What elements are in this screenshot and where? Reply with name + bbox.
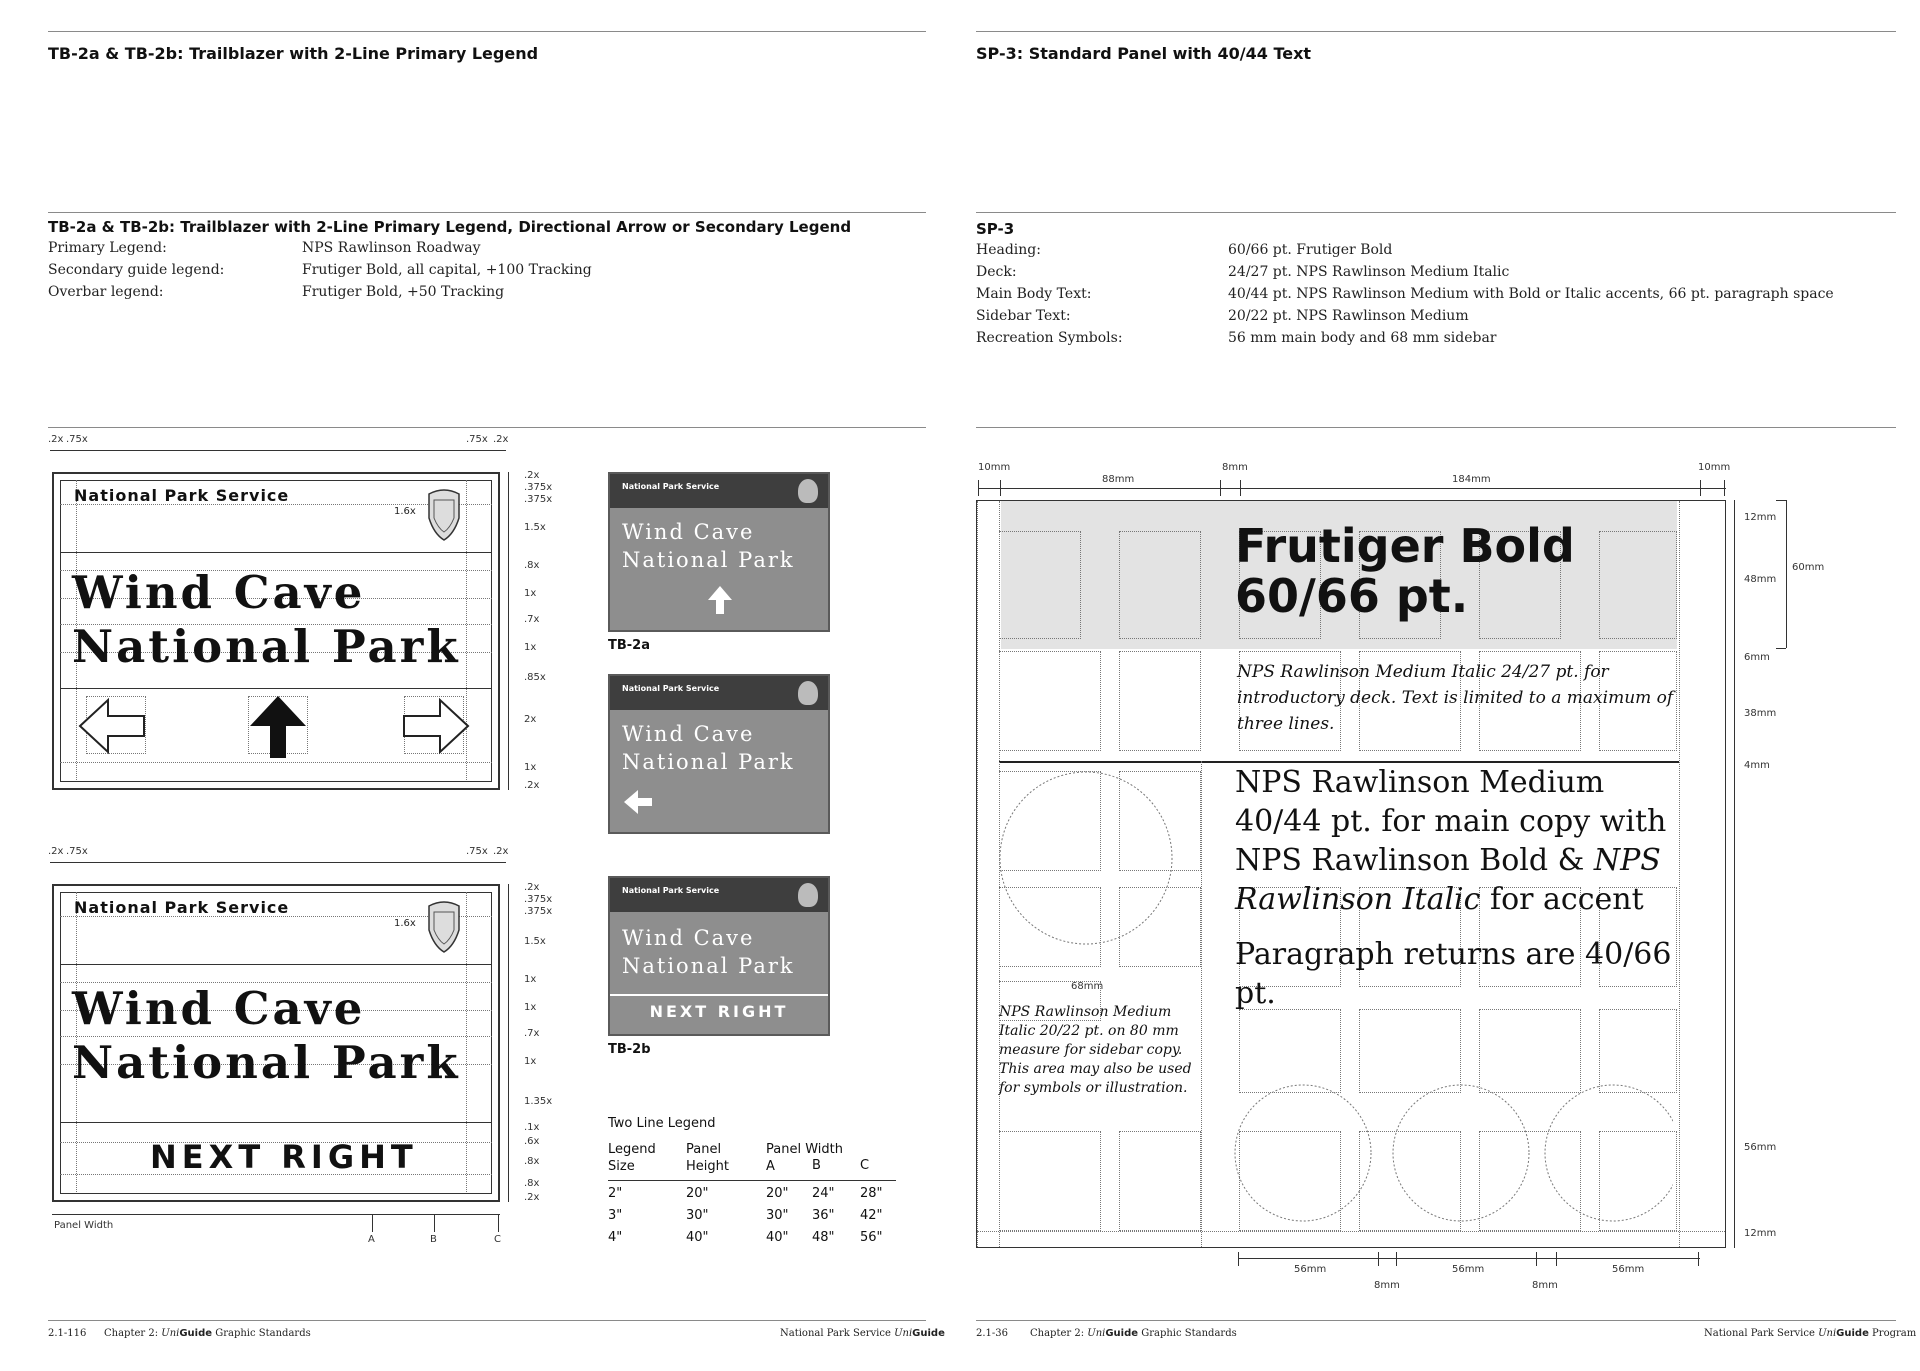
dim-label: 56mm	[1452, 1264, 1485, 1275]
footer-chapter: Chapter 2: UniGuide Graphic Standards	[104, 1328, 311, 1339]
table-cell: 20"	[686, 1186, 709, 1201]
logo-scale: 1.6x	[394, 918, 416, 929]
table-cell: 56"	[860, 1230, 883, 1245]
spec-value: 24/27 pt. NPS Rawlinson Medium Italic	[1228, 264, 1510, 280]
table-cell: 40"	[686, 1230, 709, 1245]
recreation-symbol-circles	[1233, 1081, 1673, 1231]
sign-legend-line1: Wind Cave	[72, 566, 366, 619]
spec-label: Heading:	[976, 242, 1041, 258]
dim-label: 8mm	[1222, 462, 1248, 473]
mini-legend-line2: National Park	[622, 548, 795, 572]
footer-program: National Park Service UniGuide Program	[1704, 1328, 1917, 1339]
dim-label: 1x	[524, 1002, 537, 1013]
mini-sign-tb2a	[608, 472, 830, 632]
right-arrow-icon	[402, 696, 470, 756]
spec-value: Frutiger Bold, all capital, +100 Tracking	[302, 262, 592, 278]
dim-label: 56mm	[1744, 1142, 1777, 1153]
divider	[976, 427, 1896, 428]
dim-label: .7x	[524, 614, 540, 625]
spec-label: Deck:	[976, 264, 1017, 280]
deck-sample: NPS Rawlinson Medium Italic 24/27 pt. for introductory deck. Text is limited to a maximum of three lines.	[1237, 662, 1674, 734]
dim-label: .375x	[524, 894, 553, 905]
table-header: Legend Size	[608, 1142, 656, 1174]
mini-secondary-legend: NEXT RIGHT	[649, 1002, 789, 1021]
table-header: Panel Height	[686, 1142, 729, 1174]
dim-label: .2x	[493, 434, 509, 445]
dim-label: .7x	[524, 1028, 540, 1039]
dim-label: A	[368, 1234, 375, 1245]
sign-secondary-legend: NEXT RIGHT	[150, 1138, 418, 1176]
table-cell: 42"	[860, 1208, 883, 1223]
table-cell: 36"	[812, 1208, 835, 1223]
dim-label: 12mm	[1744, 512, 1777, 523]
divider	[976, 31, 1896, 32]
mini-legend-line2: National Park	[622, 954, 795, 978]
spec-value: 40/44 pt. NPS Rawlinson Medium with Bold or Italic accents, 66 pt. paragraph space	[1228, 286, 1834, 302]
dim-label: 1x	[524, 762, 537, 773]
dim-label: 1.5x	[524, 936, 546, 947]
mini-label: TB-2b	[608, 1042, 651, 1057]
dim-label: 1x	[524, 588, 537, 599]
page-title: TB-2a & TB-2b: Trailblazer with 2-Line Primary Legend	[48, 44, 539, 63]
mini-legend-line1: Wind Cave	[622, 926, 755, 950]
dim-label: .8x	[524, 1178, 540, 1189]
dim-label: 184mm	[1452, 474, 1491, 485]
mini-sign-tb2b	[608, 876, 830, 1036]
dim-label: .75x	[466, 434, 488, 445]
sign-agency: National Park Service	[74, 486, 290, 505]
spec-value: Frutiger Bold, +50 Tracking	[302, 284, 505, 300]
sign-legend-line1: Wind Cave	[72, 982, 366, 1035]
spec-label: Primary Legend:	[48, 240, 167, 256]
spec-value: 60/66 pt. Frutiger Bold	[1228, 242, 1393, 258]
table-cell: 30"	[686, 1208, 709, 1223]
mini-legend-line1: Wind Cave	[622, 520, 755, 544]
table-header: B	[812, 1158, 821, 1173]
dim-label: .8x	[524, 1156, 540, 1167]
paragraph-sample: Paragraph returns are 40/66 pt.	[1235, 937, 1672, 1011]
dim-label: .2x	[48, 846, 64, 857]
spec-value: 56 mm main body and 68 mm sidebar	[1228, 330, 1497, 346]
sign-legend-line2: National Park	[72, 1036, 461, 1089]
mini-agency: National Park Service	[622, 886, 720, 895]
sidebar-dim: 68mm	[1071, 981, 1104, 992]
dim-label: .75x	[466, 846, 488, 857]
dim-label: 1.35x	[524, 1096, 553, 1107]
dim-label: .85x	[524, 672, 546, 683]
dim-label: 1.5x	[524, 522, 546, 533]
sidebar-symbol-circle	[999, 771, 1173, 949]
divider	[976, 212, 1896, 213]
up-arrow-icon	[248, 694, 308, 760]
dim-label: 48mm	[1744, 574, 1777, 585]
arrowhead-logo-icon	[798, 681, 818, 705]
spec-label: Overbar legend:	[48, 284, 164, 300]
arrowhead-logo-icon	[798, 883, 818, 907]
divider	[48, 31, 926, 32]
dim-label: 6mm	[1744, 652, 1770, 663]
dim-label: .1x	[524, 1122, 540, 1133]
spec-value: 20/22 pt. NPS Rawlinson Medium	[1228, 308, 1469, 324]
spec-label: Sidebar Text:	[976, 308, 1071, 324]
up-arrow-icon	[706, 584, 734, 616]
table-cell: 3"	[608, 1208, 623, 1223]
page-title: SP-3: Standard Panel with 40/44 Text	[976, 44, 1312, 63]
spec-title: TB-2a & TB-2b: Trailblazer with 2-Line Primary Legend, Directional Arrow or Secondary Legend	[48, 218, 852, 236]
dim-label: 56mm	[1294, 1264, 1327, 1275]
footer-program: National Park Service UniGuide	[780, 1328, 945, 1339]
mini-agency: National Park Service	[622, 684, 720, 693]
dim-label: .2x	[524, 1192, 540, 1203]
table-header: C	[860, 1158, 870, 1173]
dim-label: 10mm	[978, 462, 1011, 473]
dim-label: 8mm	[1374, 1280, 1400, 1291]
dim-label: .2x	[493, 846, 509, 857]
table-header: Panel Width A	[766, 1142, 843, 1174]
dim-label: 38mm	[1744, 708, 1777, 719]
spec-value: NPS Rawlinson Roadway	[302, 240, 481, 256]
dim-label: .75x	[66, 434, 88, 445]
divider	[48, 1320, 926, 1321]
spec-label: Secondary guide legend:	[48, 262, 225, 278]
dim-label: .75x	[66, 846, 88, 857]
dim-label: .6x	[524, 1136, 540, 1147]
dim-label: 2x	[524, 714, 537, 725]
arrowhead-logo-icon	[424, 900, 464, 954]
mini-legend-line2: National Park	[622, 750, 795, 774]
left-arrow-icon	[622, 788, 654, 816]
dim-label: 1x	[524, 642, 537, 653]
dim-label: 12mm	[1744, 1228, 1777, 1239]
divider	[48, 427, 926, 428]
dim-label: .375x	[524, 482, 553, 493]
table-cell: 28"	[860, 1186, 883, 1201]
dim-label: .375x	[524, 494, 553, 505]
dim-label: 56mm	[1612, 1264, 1645, 1275]
spec-label: Main Body Text:	[976, 286, 1092, 302]
table-cell: 40"	[766, 1230, 789, 1245]
dim-label: C	[494, 1234, 501, 1245]
table-title: Two Line Legend	[608, 1116, 716, 1131]
dim-label: B	[430, 1234, 437, 1245]
footer-page-number: 2.1-36	[976, 1328, 1009, 1339]
dim-label: .375x	[524, 906, 553, 917]
footer-page-number: 2.1-116	[48, 1328, 87, 1339]
logo-scale: 1.6x	[394, 506, 416, 517]
mini-sign-tb2a-left	[608, 674, 830, 834]
dim-label: 8mm	[1532, 1280, 1558, 1291]
dim-label: 1x	[524, 974, 537, 985]
dim-label: .2x	[48, 434, 64, 445]
table-cell: 48"	[812, 1230, 835, 1245]
footer-chapter: Chapter 2: UniGuide Graphic Standards	[1030, 1328, 1237, 1339]
arrowhead-logo-icon	[798, 479, 818, 503]
table-cell: 30"	[766, 1208, 789, 1223]
arrowhead-logo-icon	[424, 488, 464, 542]
sign-legend-line2: National Park	[72, 620, 461, 673]
table-cell: 4"	[608, 1230, 623, 1245]
dim-label: .2x	[524, 780, 540, 791]
sign-panel	[52, 472, 500, 790]
heading-sample: Frutiger Bold 60/66 pt.	[1235, 519, 1575, 623]
body-sample: NPS Rawlinson Medium 40/44 pt. for main copy with NPS Rawlinson Bold & NPS Rawlinson Italic for accent	[1235, 765, 1667, 917]
dim-label: .2x	[524, 882, 540, 893]
spec-label: Recreation Symbols:	[976, 330, 1123, 346]
mini-agency: National Park Service	[622, 482, 720, 491]
dim-label: 4mm	[1744, 760, 1770, 771]
divider	[976, 1320, 1896, 1321]
dim-label: .8x	[524, 560, 540, 571]
table-cell: 24"	[812, 1186, 835, 1201]
dim-label: 10mm	[1698, 462, 1731, 473]
sign-panel	[52, 884, 500, 1202]
sign-agency: National Park Service	[74, 898, 290, 917]
table-cell: 2"	[608, 1186, 623, 1201]
sidebar-sample: NPS Rawlinson Medium Italic 20/22 pt. on 80 mm measure for sidebar copy. This area may also be used for symbols or illustration.	[999, 1004, 1192, 1096]
divider	[48, 212, 926, 213]
dim-label: .2x	[524, 470, 540, 481]
panel-width-label: Panel Width	[54, 1220, 114, 1231]
spec-title: SP-3	[976, 220, 1015, 238]
dim-label: 60mm	[1792, 562, 1825, 573]
table-cell: 20"	[766, 1186, 789, 1201]
dim-label: 1x	[524, 1056, 537, 1067]
left-arrow-icon	[78, 696, 146, 756]
mini-legend-line1: Wind Cave	[622, 722, 755, 746]
dim-label: 88mm	[1102, 474, 1135, 485]
standard-panel	[976, 500, 1726, 1248]
mini-label: TB-2a	[608, 638, 650, 653]
